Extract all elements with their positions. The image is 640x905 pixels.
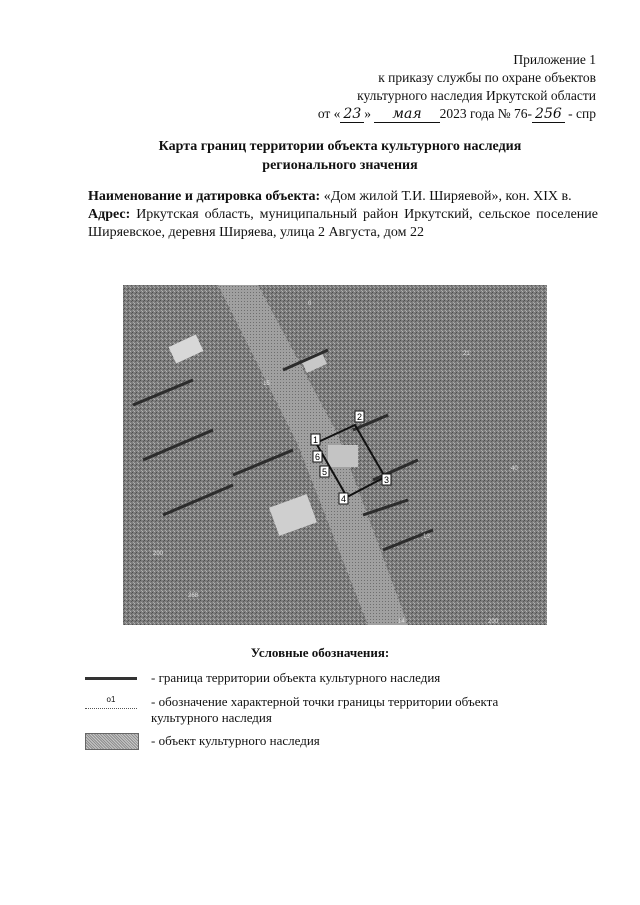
heritage-object (328, 445, 358, 467)
date-prefix: от « (317, 106, 341, 121)
point-label: 2 (357, 412, 363, 422)
document-title (120, 137, 560, 175)
parcel-label: 0 (308, 301, 312, 307)
date-month: мая (374, 106, 439, 123)
parcel-label: 200 (488, 619, 499, 625)
object-name-label: Наименование и датировка объекта: (88, 189, 321, 204)
parcel-label: 200 (153, 551, 164, 557)
date-day: 23 (340, 106, 364, 123)
object-name-paragraph (88, 188, 598, 206)
legend-boundary-text: - граница территории объекта культурного наследия (151, 670, 441, 685)
object-address-label: Адрес: (88, 207, 131, 222)
parcel-label: 268 (188, 593, 199, 599)
point-label: 4 (341, 494, 347, 504)
appendix-header (266, 51, 596, 123)
object-name-value: «Дом жилой Т.И. Ширяевой», кон. XIX в. (323, 189, 572, 204)
appendix-number: Приложение 1 (513, 52, 596, 67)
legend-object-text: - объект культурного наследия (151, 733, 320, 748)
object-info (88, 188, 598, 242)
point-label: 6 (315, 452, 321, 462)
date-year: 2023 года № 76- (439, 106, 533, 121)
boundary-map (123, 285, 547, 625)
title-line-1: Карта границ территории объекта культурного наследия (158, 139, 522, 154)
heritage-fill-icon (85, 733, 139, 750)
order-number: 256 (532, 106, 565, 123)
appendix-authority: культурного наследия Иркутской области (357, 88, 596, 103)
boundary-line-icon (85, 677, 137, 680)
map-image (123, 285, 547, 625)
point-marker-icon: о1 (85, 694, 137, 709)
date-mid: » (364, 106, 371, 121)
parcel-label: 15 (263, 381, 270, 387)
parcel-label: 14 (398, 619, 405, 625)
title-line-2: регионального значения (262, 158, 418, 173)
order-suffix: - спр (568, 106, 596, 121)
legend-point-text: - обозначение характерной точки границы территории объекта культурного наследия (151, 694, 499, 725)
point-label: 5 (322, 467, 328, 477)
appendix-date-line (266, 105, 596, 123)
parcel-label: 40 (511, 466, 518, 472)
parcel-label: 13 (423, 534, 430, 540)
object-address-value: Иркутская область, муниципальный район Иркутский, сельское поселение Ширяевское, деревня Ширяева, улица 2 Августа, дом 22 (88, 207, 599, 240)
point-label: 3 (384, 475, 390, 485)
parcel-label: 21 (463, 351, 470, 357)
appendix-order-ref: к приказу службы по охране объектов (378, 70, 596, 85)
legend-title: Условные обозначения: (250, 645, 390, 660)
point-label: 1 (313, 435, 319, 445)
object-address-paragraph (88, 206, 598, 242)
